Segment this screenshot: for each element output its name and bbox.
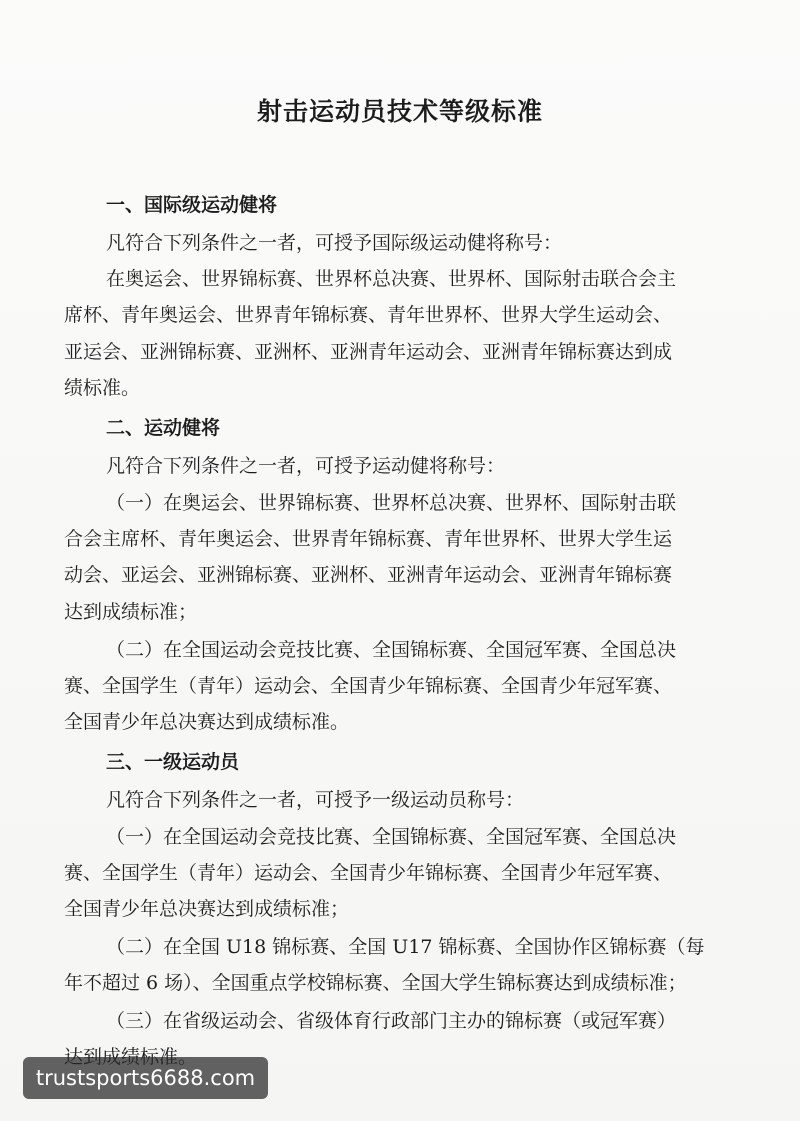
paragraph-line: 赛、全国学生（青年）运动会、全国青少年锦标赛、全国青少年冠军赛、 (64, 675, 673, 697)
paragraph-line: 达到成绩标准； (64, 601, 198, 623)
section-heading: 一、国际级运动健将 (106, 194, 278, 216)
paragraph-line: 合会主席杯、青年奥运会、世界青年锦标赛、青年世界杯、世界大学生运 (64, 528, 673, 550)
paragraph-line: （一）在全国运动会竞技比赛、全国锦标赛、全国冠军赛、全国总决 (106, 826, 677, 848)
section-heading: 三、一级运动员 (106, 751, 240, 773)
paragraph-line: 绩标准。 (64, 377, 141, 399)
paragraph-line: （三）在省级运动会、省级体育行政部门主办的锦标赛（或冠军赛） (106, 1010, 677, 1032)
paragraph-line: 赛、全国学生（青年）运动会、全国青少年锦标赛、全国青少年冠军赛、 (64, 862, 673, 884)
paragraph-line: 凡符合下列条件之一者，可授予国际级运动健将称号： (106, 232, 563, 254)
section-heading: 二、运动健将 (106, 417, 221, 439)
paragraph-line: （二）在全国运动会竞技比赛、全国锦标赛、全国冠军赛、全国总决 (106, 639, 677, 661)
paragraph-line: 年不超过 6 场）、全国重点学校锦标赛、全国大学生锦标赛达到成绩标准； (64, 972, 687, 994)
paragraph-line: 席杯、青年奥运会、世界青年锦标赛、青年世界杯、世界大学生运动会、 (64, 304, 673, 326)
paragraph-line: 亚运会、亚洲锦标赛、亚洲杯、亚洲青年运动会、亚洲青年锦标赛达到成 (64, 341, 673, 363)
paragraph-line: （二）在全国 U18 锦标赛、全国 U17 锦标赛、全国协作区锦标赛（每 (106, 936, 705, 958)
document-title: 射击运动员技术等级标准 (256, 97, 543, 126)
paragraph-line: 凡符合下列条件之一者，可授予一级运动员称号： (106, 789, 525, 811)
paragraph-line: 凡符合下列条件之一者，可授予运动健将称号： (106, 455, 506, 477)
paragraph-line: 全国青少年总决赛达到成绩标准； (64, 898, 350, 920)
watermark-badge: trustsports6688.com (23, 1057, 268, 1099)
paragraph-line: 动会、亚运会、亚洲锦标赛、亚洲杯、亚洲青年运动会、亚洲青年锦标赛 (64, 564, 673, 586)
paragraph-line: 在奥运会、世界锦标赛、世界杯总决赛、世界杯、国际射击联合会主 (106, 268, 677, 290)
paragraph-line: 全国青少年总决赛达到成绩标准。 (64, 711, 350, 733)
paragraph-line: （一）在奥运会、世界锦标赛、世界杯总决赛、世界杯、国际射击联 (106, 492, 677, 514)
